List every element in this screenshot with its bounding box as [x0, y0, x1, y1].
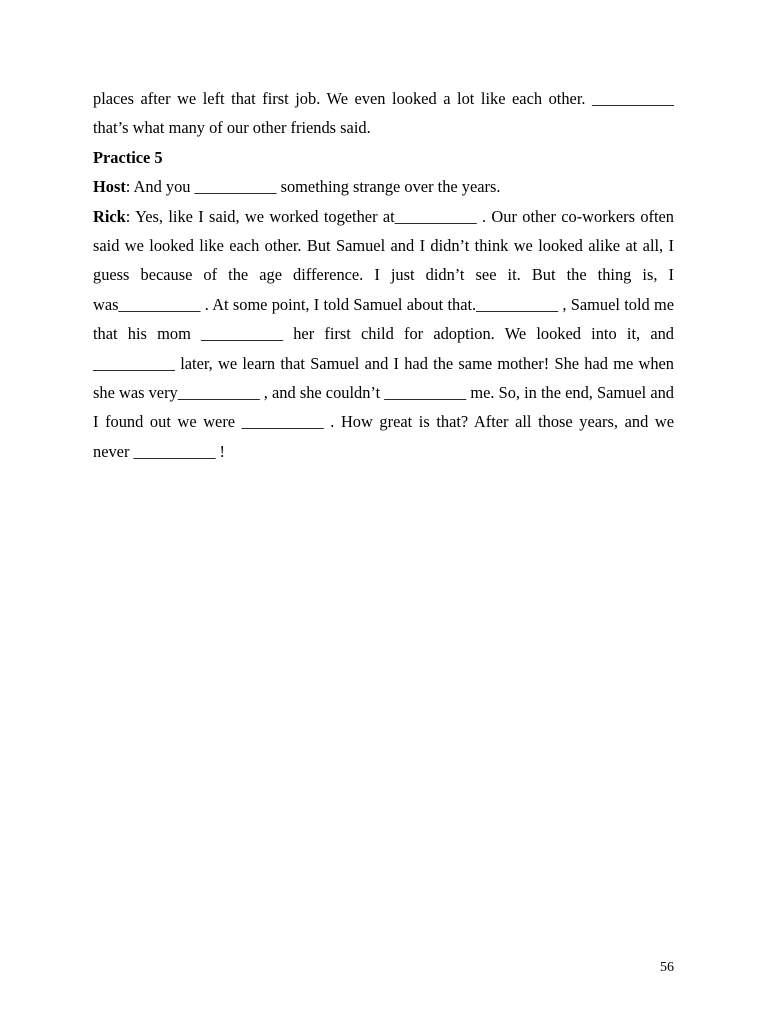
rick-speaker-label: Rick — [93, 206, 126, 226]
rick-line — [93, 202, 674, 467]
host-line — [93, 172, 674, 201]
section-heading: Practice 5 — [93, 147, 163, 167]
continuation-paragraph: places after we left that first job. We even looked a lot like each other. __________ that’s what many of our other friends said. — [93, 89, 674, 138]
host-line-text: : And you __________ something strange over the years. — [125, 177, 501, 197]
document-body — [93, 84, 674, 466]
host-speaker-label: Host — [93, 177, 126, 197]
page-number: 56 — [660, 960, 674, 975]
rick-line-text: : Yes, like I said, we worked together at__________ . Our other co-workers often said we looked like each other. But Samuel and I didn’t think we looked alike at all, I guess because of the age difference. I just didn’t see it. But the thing is, I was__________ . At some point, I told Samuel about that.__________ , Samuel told me that his mom __________ her first child for adoption. We looked into it, and __________ later, we learn that Samuel and I had the same mother! She had me when she was very__________ , and she couldn’t __________ me. So, in the end, Samuel and I found out we were __________ . How great is that? After all those years, and we never __________ ! — [93, 206, 674, 461]
